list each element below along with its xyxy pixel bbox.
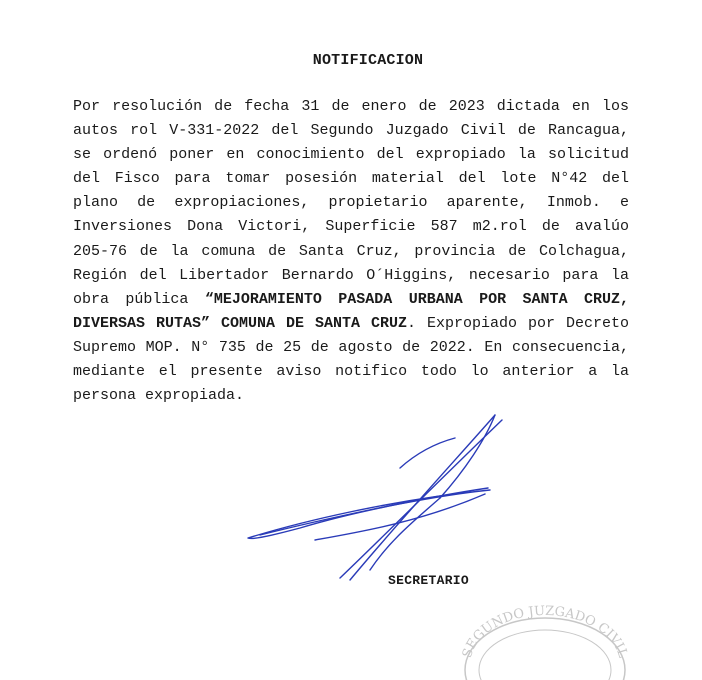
- notice-text-part2: . Expropiado por Decreto Supremo MOP. N° 735 de 25 de agosto de 2022. En consecuencia, mediante el presente aviso notifico todo lo anterior a la persona expropiada.: [73, 314, 629, 405]
- project-name: “MEJORAMIENTO PASADA URBANA POR SANTA CRUZ, DIVERSAS RUTAS” COMUNA DE SANTA CRUZ: [73, 290, 629, 332]
- document-title: NOTIFICACION: [312, 52, 424, 69]
- seal-text: SEGUNDO JUZGADO CIVIL: [459, 603, 631, 660]
- court-seal-stamp: [455, 600, 635, 680]
- handwritten-signature: [240, 410, 530, 590]
- signatory-label: SECRETARIO: [388, 573, 470, 588]
- notice-body: [73, 95, 629, 408]
- notice-text-part1: Por resolución de fecha 31 de enero de 2023 dictada en los autos rol V-331-2022 del Segundo Juzgado Civil de Rancagua, se ordenó poner en conocimiento del expropiado la solicitud del Fisco para tomar posesión material del lote N°42 del plano de expropiaciones, propietario aparente, Inmob. e Inversiones Dona Victori, Superficie 587 m2.rol de avalúo 205-76 de la comuna de Santa Cruz, provincia de Colchagua, Región del Libertador Bernardo O´Higgins, necesario para la obra pública: [73, 98, 629, 308]
